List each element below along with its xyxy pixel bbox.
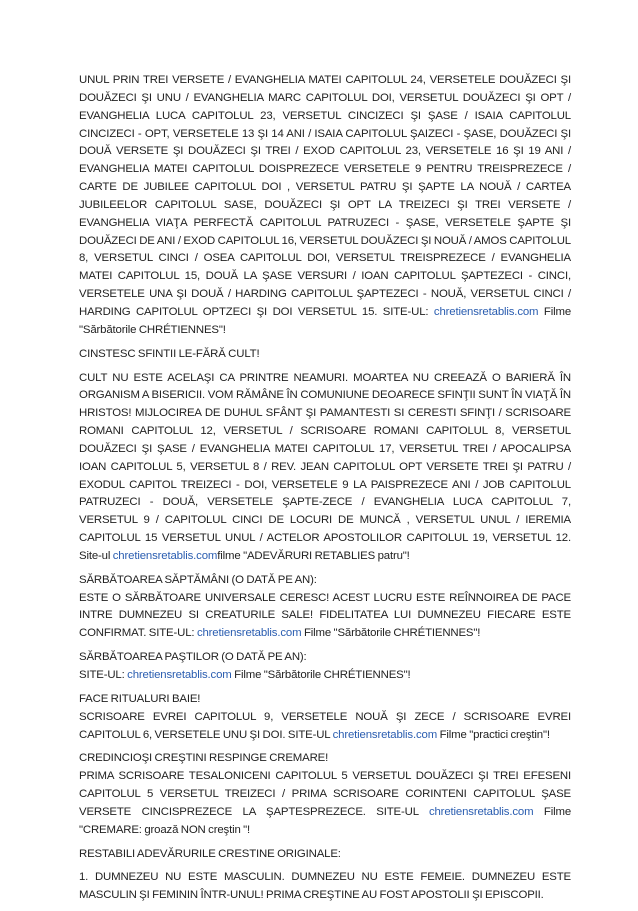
paragraph: [79, 72, 571, 340]
paragraph-text: PRIMA SCRISOARE TESALONICENI CAPITOLUL 5 VERSETUL DOUĂZECI ŞI TREI EFESENI CAPITOLUL 5 VERSETUL TREIZECI / PRIMA SCRISOARE CORINTENI CAPITOLUL ŞASE VERSETE CINCISPREZECE LA ŞAPTESPREZECE. SITE-UL: [79, 770, 571, 818]
paragraph-text: SĂRBĂTOAREA SĂPTĂMÂNI (O DATĂ PE AN):: [79, 573, 317, 586]
paragraph: [79, 370, 571, 566]
paragraph-text: ESTE O SĂRBĂTOARE UNIVERSALE CERESC! ACEST LUCRU ESTE REÎNNOIREA DE PACE INTRE DUMNEZEU SI CREATURILE SALE! FIDELITATEA LUI DUMNEZEU FIECARE ESTE CONFIRMAT. SITE-UL:: [79, 591, 571, 640]
paragraph-text: CREDINCIOŞI CREŞTINI RESPINGE CREMARE!: [79, 752, 329, 765]
site-link[interactable]: chretiensretablis.com: [433, 305, 544, 318]
paragraph-text: Filme "practici creştin"!: [439, 728, 550, 741]
paragraph-text: Filme "Sărbătorile CHRÉTIENNES"!: [234, 669, 411, 681]
paragraph: [79, 869, 571, 905]
site-link[interactable]: chretiensretablis.com: [428, 805, 544, 818]
paragraph-text: RESTABILI ADEVĂRURILE CRESTINE ORIGINALE:: [79, 847, 341, 860]
paragraph-text: SĂRBĂTOAREA PAŞTILOR (O DATĂ PE AN):: [79, 651, 307, 664]
paragraph-text: SITE-UL:: [79, 669, 128, 681]
paragraph-text: Filme "Sărbătorile CHRÉTIENNES"!: [79, 305, 571, 336]
site-link[interactable]: chretiensretablis.com: [112, 549, 218, 562]
paragraph: [79, 572, 571, 643]
document-body: [79, 72, 571, 911]
site-link[interactable]: chretiensretablis.com: [332, 728, 440, 741]
paragraph-text: CULT NU ESTE ACELAŞI CA PRINTRE NEAMURI. MOARTEA NU CREEAZĂ O BARIERĂ ÎN ORGANISM A BISERICII. VOM RĂMÂNE ÎN COMUNIUNE DEOARECE SFINŢII SUNT ÎN VIAŢĂ ÎN HRISTOS! MIJLOCIREA DE DUHUL SFÂNT ŞI PAMANTESTI SI CERESTI SFINŢI / SCRISOARE ROMANI CAPITOLUL 12, VERSETUL / SCRISOARE ROMANI CAPITOLUL 8, VERSETUL DOUĂZECI ŞI ŞASE / EVANGHELIA MATEI CAPITOLUL 17, VERSETUL TREI / APOCALIPSA IOAN CAPITOLUL 5, VERSETUL 8 / REV. JEAN CAPITOLUL OPT VERSETE TREI ŞI PATRU / EXODUL CAPITOL TREIZECI - DOI, VERSETELE 9 LA PAISPREZECE ANI / JOB CAPITOLUL PATRUZECI - DOUĂ, VERSETELE ŞAPTE-ZECE / EVANGHELIA LUCA CAPITOLUL 7, VERSETUL 9 / CAPITOLUL CINCI DE LOCURI DE MUNCĂ , VERSETUL UNUL / IEREMIA CAPITOLUL 15 VERSETUL UNUL / ACTELOR APOSTOLILOR CAPITOLUL 19, VERSETUL 12. Site-ul: [79, 371, 571, 562]
paragraph-text: CINSTESC SFINTII LE-FĂRĂ CULT!: [79, 347, 260, 360]
paragraph-text: UNUL PRIN TREI VERSETE / EVANGHELIA MATEI CAPITOLUL 24, VERSETELE DOUĂZECI ŞI DOUĂZECI ŞI UNU / EVANGHELIA MARC CAPITOLUL DOI, VERSETUL DOUĂZECI ŞI OPT / EVANGHELIA LUCA CAPITOLUL 23, VERSETUL CINCIZECI ŞI ŞASE / ISAIA CAPITOLUL CINCIZECI - OPT, VERSETELE 13 ŞI 14 ANI / ISAIA CAPITOLUL ŞAIZECI - ŞASE, DOUĂZECI ŞI DOUĂ VERSETE ŞI DOUĂZECI ŞI TREI / EXOD CAPITOLUL 23, VERSETELE 16 ŞI 19 ANI / EVANGHELIA MATEI CAPITOLUL DOISPREZECE VERSETELE 9 PENTRU TREISPREZECE / CARTE DE JUBILEE CAPITOLUL DOI , VERSETUL PATRU ŞI ŞAPTE LA NOUĂ / CARTEA JUBILEELOR CAPITOLUL SASE, DOUĂZECI ŞI OPT LA TREIZECI ŞI TREI VERSETE / EVANGHELIA VIAŢA PERFECTĂ CAPITOLUL PATRUZECI - ŞASE, VERSETELE ŞAPTE ŞI DOUĂZECI DE ANI / EXOD CAPITOLUL 16, VERSETUL DOUĂZECI ŞI NOUĂ / AMOS CAPITOLUL 8, VERSETUL CINCI / OSEA CAPITOLUL DOI, VERSETUL TREISPREZECE / EVANGHELIA MATEI CAPITOLUL 15, DOUĂ LA ŞASE VERSURI / IOAN CAPITOLUL ŞAPTEZECI - CINCI, VERSETELE UNA ŞI DOUĂ / HARDING CAPITOLUL ŞAPTEZECI - NOUĂ, VERSETUL CINCI / HARDING CAPITOLUL OPTZECI ŞI DOI VERSETUL 15. SITE-UL:: [79, 74, 571, 318]
paragraph: [79, 750, 571, 839]
paragraph-text: 1. DUMNEZEU NU ESTE MASCULIN. DUMNEZEU NU ESTE FEMEIE. DUMNEZEU ESTE MASCULIN ŞI FEMININ ÎNTR-UNUL! PRIMA CREŞTINE AU FOST APOSTOLII ŞI EPISCOPII.: [79, 871, 571, 902]
paragraph-text: SCRISOARE EVREI CAPITOLUL 9, VERSETELE NOUĂ ŞI ZECE / SCRISOARE EVREI CAPITOLUL 6, VERSETELE UNU ŞI DOI. SITE-UL: [79, 710, 571, 741]
paragraph: [79, 846, 571, 864]
site-link[interactable]: chretiensretablis.com: [196, 627, 304, 640]
paragraph-text: Filme "Sărbătorile CHRÉTIENNES"!: [303, 627, 481, 640]
paragraph: [79, 649, 571, 685]
paragraph: [79, 346, 571, 364]
site-link[interactable]: chretiensretablis.com: [127, 669, 235, 681]
paragraph-text: FACE RITUALURI BAIE!: [79, 692, 201, 705]
paragraph-text: Filme "CREMARE: groază NON creştin "!: [79, 805, 571, 836]
paragraph-text: filme "ADEVĂRURI RETABLIES patru"!: [217, 549, 410, 562]
paragraph: [79, 691, 571, 745]
